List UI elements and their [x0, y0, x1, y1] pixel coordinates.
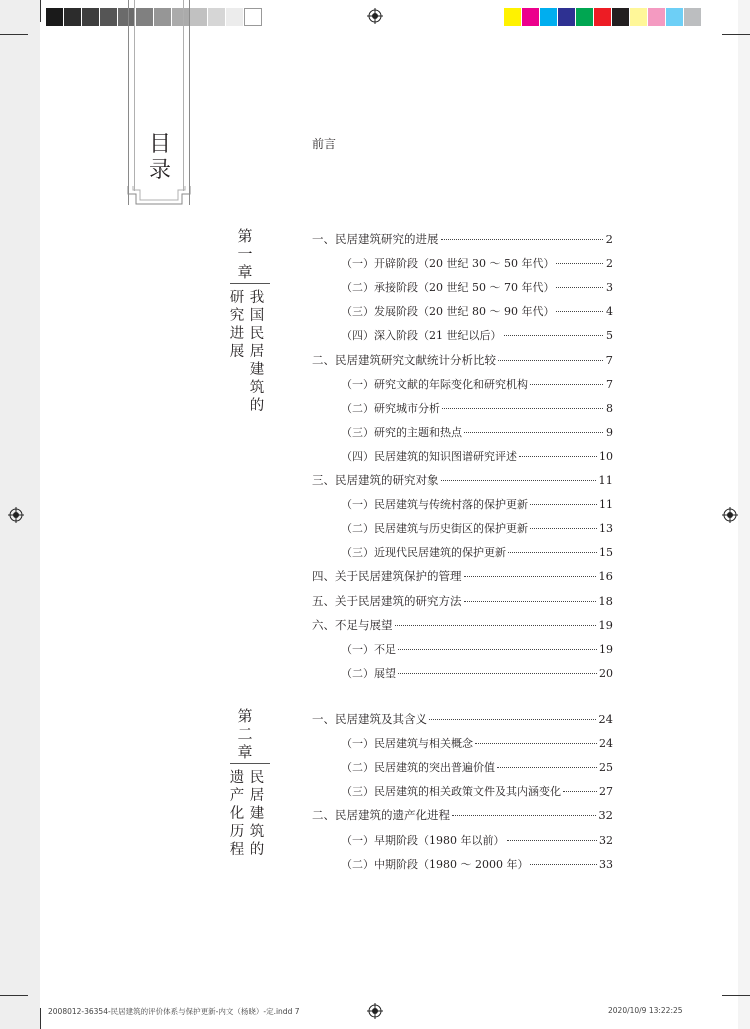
toc-preface[interactable]: 前言	[312, 137, 337, 151]
crop-mark	[40, 0, 41, 22]
toc-page-number: 27	[599, 785, 613, 799]
toc-subsection-entry[interactable]	[341, 279, 613, 295]
crop-mark	[0, 34, 28, 35]
toc-dot-leader	[464, 432, 603, 433]
toc-section-entry[interactable]	[312, 352, 613, 368]
toc-page-number: 10	[599, 449, 613, 463]
color-swatch	[576, 8, 594, 26]
toc-section-entry[interactable]	[312, 807, 613, 823]
toc-subsection-entry[interactable]	[341, 424, 613, 440]
toc-entry-title: （二）中期阶段（1980 ～ 2000 年）	[341, 857, 529, 871]
toc-page-number: 5	[606, 329, 613, 343]
toc-subsection-entry[interactable]	[341, 665, 613, 681]
toc-subsection-entry[interactable]	[341, 544, 613, 560]
chapter-title-column: 遗 产 化 历 程	[229, 770, 245, 858]
toc-entry-title: （二）研究城市分析	[341, 401, 440, 415]
toc-entry-title: 六、不足与展望	[312, 617, 393, 632]
page-title: 目录	[148, 132, 171, 183]
chapter-rule	[230, 763, 270, 764]
color-swatch	[100, 8, 118, 26]
toc-page-number: 9	[606, 425, 613, 439]
color-swatch	[558, 8, 576, 26]
toc-page-number: 7	[606, 377, 613, 391]
color-swatch	[190, 8, 208, 26]
toc-entry-title: （二）民居建筑与历史街区的保护更新	[341, 522, 528, 536]
color-swatch	[226, 8, 244, 26]
toc-dot-leader	[398, 673, 597, 674]
toc-entry-title: （三）民居建筑的相关政策文件及其内涵变化	[341, 785, 561, 799]
color-swatch	[540, 8, 558, 26]
toc-entry-title: （三）发展阶段（20 世纪 80 ～ 90 年代）	[341, 305, 555, 319]
toc-entry-title: （三）近现代民居建筑的保护更新	[341, 546, 506, 560]
toc-entry-title: （三）研究的主题和热点	[341, 425, 462, 439]
chapter-title-column: 民 居 建 筑 的	[249, 770, 265, 858]
color-swatch	[504, 8, 522, 26]
toc-dot-leader	[398, 649, 597, 650]
toc-page-number: 15	[599, 546, 613, 560]
footer-timestamp: 2020/10/9 13:22:25	[608, 1006, 683, 1015]
toc-entry-title: （四）深入阶段（21 世纪以后）	[341, 329, 502, 343]
color-swatch	[612, 8, 630, 26]
toc-page-number: 32	[598, 808, 613, 823]
toc-entry-title: （一）不足	[341, 642, 396, 656]
toc-page-number: 33	[599, 857, 613, 871]
color-swatch	[666, 8, 684, 26]
toc-entry-title: 二、民居建筑的遗产化进程	[312, 808, 450, 823]
toc-entry-title: （二）民居建筑的突出普遍价值	[341, 761, 495, 775]
toc-section-entry[interactable]	[312, 472, 613, 488]
color-swatch	[46, 8, 64, 26]
crop-mark	[0, 995, 28, 996]
toc-dot-leader	[530, 504, 597, 505]
color-swatch	[208, 8, 226, 26]
color-swatch	[82, 8, 100, 26]
toc-page-number: 16	[598, 569, 613, 584]
crop-mark	[722, 995, 750, 996]
toc-entry-title: （一）民居建筑与相关概念	[341, 737, 473, 751]
color-swatch	[630, 8, 648, 26]
toc-section-entry[interactable]	[312, 231, 613, 247]
toc-subsection-entry[interactable]	[341, 303, 613, 319]
toc-subsection-entry[interactable]	[341, 856, 613, 872]
color-swatch	[594, 8, 612, 26]
toc-subsection-entry[interactable]	[341, 735, 613, 751]
toc-page-number: 13	[599, 522, 613, 536]
toc-page-number: 25	[599, 761, 613, 775]
color-swatch	[244, 8, 262, 26]
toc-entry-title: （一）研究文献的年际变化和研究机构	[341, 377, 528, 391]
toc-dot-leader	[530, 384, 603, 385]
toc-dot-leader	[556, 263, 603, 264]
toc-dot-leader	[464, 601, 597, 602]
toc-section-entry[interactable]	[312, 593, 613, 609]
toc-entry-title: （四）民居建筑的知识图谱研究评述	[341, 449, 517, 463]
toc-entry-title: 五、关于民居建筑的研究方法	[312, 593, 462, 608]
toc-dot-leader	[498, 360, 603, 361]
crop-mark	[40, 1008, 41, 1029]
toc-page-number: 4	[606, 305, 613, 319]
toc-dot-leader	[429, 719, 596, 720]
chapter-label: 第 一 章	[237, 227, 253, 281]
toc-dot-leader	[395, 625, 597, 626]
toc-dot-leader	[475, 743, 597, 744]
toc-subsection-entry[interactable]	[341, 327, 613, 343]
contents-title-frame-ornament	[126, 186, 192, 208]
toc-subsection-entry[interactable]	[341, 448, 613, 464]
toc-dot-leader	[530, 528, 597, 529]
toc-page-number: 19	[599, 642, 613, 656]
process-color-bar	[504, 8, 702, 26]
toc-section-entry[interactable]	[312, 711, 613, 727]
page-margin-right	[738, 0, 750, 1029]
toc-page-number: 20	[599, 666, 613, 680]
toc-page-number: 11	[599, 498, 613, 512]
registration-mark-icon	[722, 507, 738, 523]
toc-dot-leader	[452, 815, 596, 816]
chapter-title	[228, 769, 266, 859]
toc-entry-title: 一、民居建筑及其含义	[312, 712, 427, 726]
toc-dot-leader	[507, 840, 598, 841]
chapter-title-column: 研 究 进 展	[229, 290, 245, 360]
toc-entry-title: （一）开辟阶段（20 世纪 30 ～ 50 年代）	[341, 257, 555, 271]
toc-entry-title: （一）早期阶段（1980 年以前）	[341, 833, 505, 847]
color-swatch	[648, 8, 666, 26]
crop-mark	[722, 34, 750, 35]
toc-section-entry[interactable]	[312, 617, 613, 633]
toc-subsection-entry[interactable]	[341, 400, 613, 416]
toc-dot-leader	[519, 456, 597, 457]
toc-subsection-entry[interactable]	[341, 520, 613, 536]
toc-page-number: 19	[598, 617, 613, 632]
toc-subsection-entry[interactable]	[341, 832, 613, 848]
toc-dot-leader	[530, 864, 597, 865]
toc-dot-leader	[441, 239, 604, 240]
toc-subsection-entry[interactable]	[341, 759, 613, 775]
color-swatch	[684, 8, 702, 26]
toc-subsection-entry[interactable]	[341, 255, 613, 271]
toc-page-number: 2	[605, 232, 613, 246]
toc-dot-leader	[504, 335, 604, 336]
color-swatch	[64, 8, 82, 26]
toc-entry-title: （二）展望	[341, 666, 396, 680]
toc-dot-leader	[508, 552, 597, 553]
toc-page-number: 11	[598, 473, 613, 487]
toc-subsection-entry[interactable]	[341, 496, 613, 512]
footer-file-info: 2008012-36354-民居建筑的评价体系与保护更新-内文（杨晓）-定.indd 7	[48, 1007, 300, 1016]
toc-page-number: 8	[606, 401, 613, 415]
toc-dot-leader	[563, 791, 597, 792]
toc-page-number: 24	[598, 712, 613, 726]
toc-dot-leader	[556, 287, 603, 288]
registration-mark-icon	[367, 8, 383, 24]
toc-dot-leader	[442, 408, 603, 409]
toc-section-entry[interactable]	[312, 568, 613, 584]
toc-subsection-entry[interactable]	[341, 376, 613, 392]
toc-dot-leader	[464, 576, 597, 577]
toc-subsection-entry[interactable]	[341, 641, 613, 657]
toc-entry-title: 一、民居建筑研究的进展	[312, 232, 439, 246]
toc-dot-leader	[497, 767, 597, 768]
toc-page-number: 2	[606, 257, 613, 271]
toc-page-number: 24	[599, 737, 613, 751]
toc-page-number: 7	[605, 352, 613, 367]
toc-page-number: 18	[598, 593, 613, 608]
chapter-rule	[230, 283, 270, 284]
toc-dot-leader	[556, 311, 603, 312]
toc-dot-leader	[441, 480, 597, 481]
toc-page-number: 32	[599, 833, 613, 847]
registration-mark-icon	[8, 507, 24, 523]
chapter-title	[228, 289, 266, 415]
toc-entry-title: 四、关于民居建筑保护的管理	[312, 569, 462, 584]
color-swatch	[522, 8, 540, 26]
toc-page-number: 3	[606, 281, 613, 295]
toc-entry-title: （一）民居建筑与传统村落的保护更新	[341, 498, 528, 512]
toc-entry-title: 三、民居建筑的研究对象	[312, 473, 439, 487]
toc-entry-title: 二、民居建筑研究文献统计分析比较	[312, 352, 496, 367]
registration-mark-icon	[367, 1003, 383, 1019]
toc-subsection-entry[interactable]	[341, 783, 613, 799]
toc-entry-title: （二）承接阶段（20 世纪 50 ～ 70 年代）	[341, 281, 555, 295]
chapter-title-column: 我 国 民 居 建 筑 的	[249, 290, 265, 414]
chapter-label: 第 二 章	[237, 707, 253, 761]
